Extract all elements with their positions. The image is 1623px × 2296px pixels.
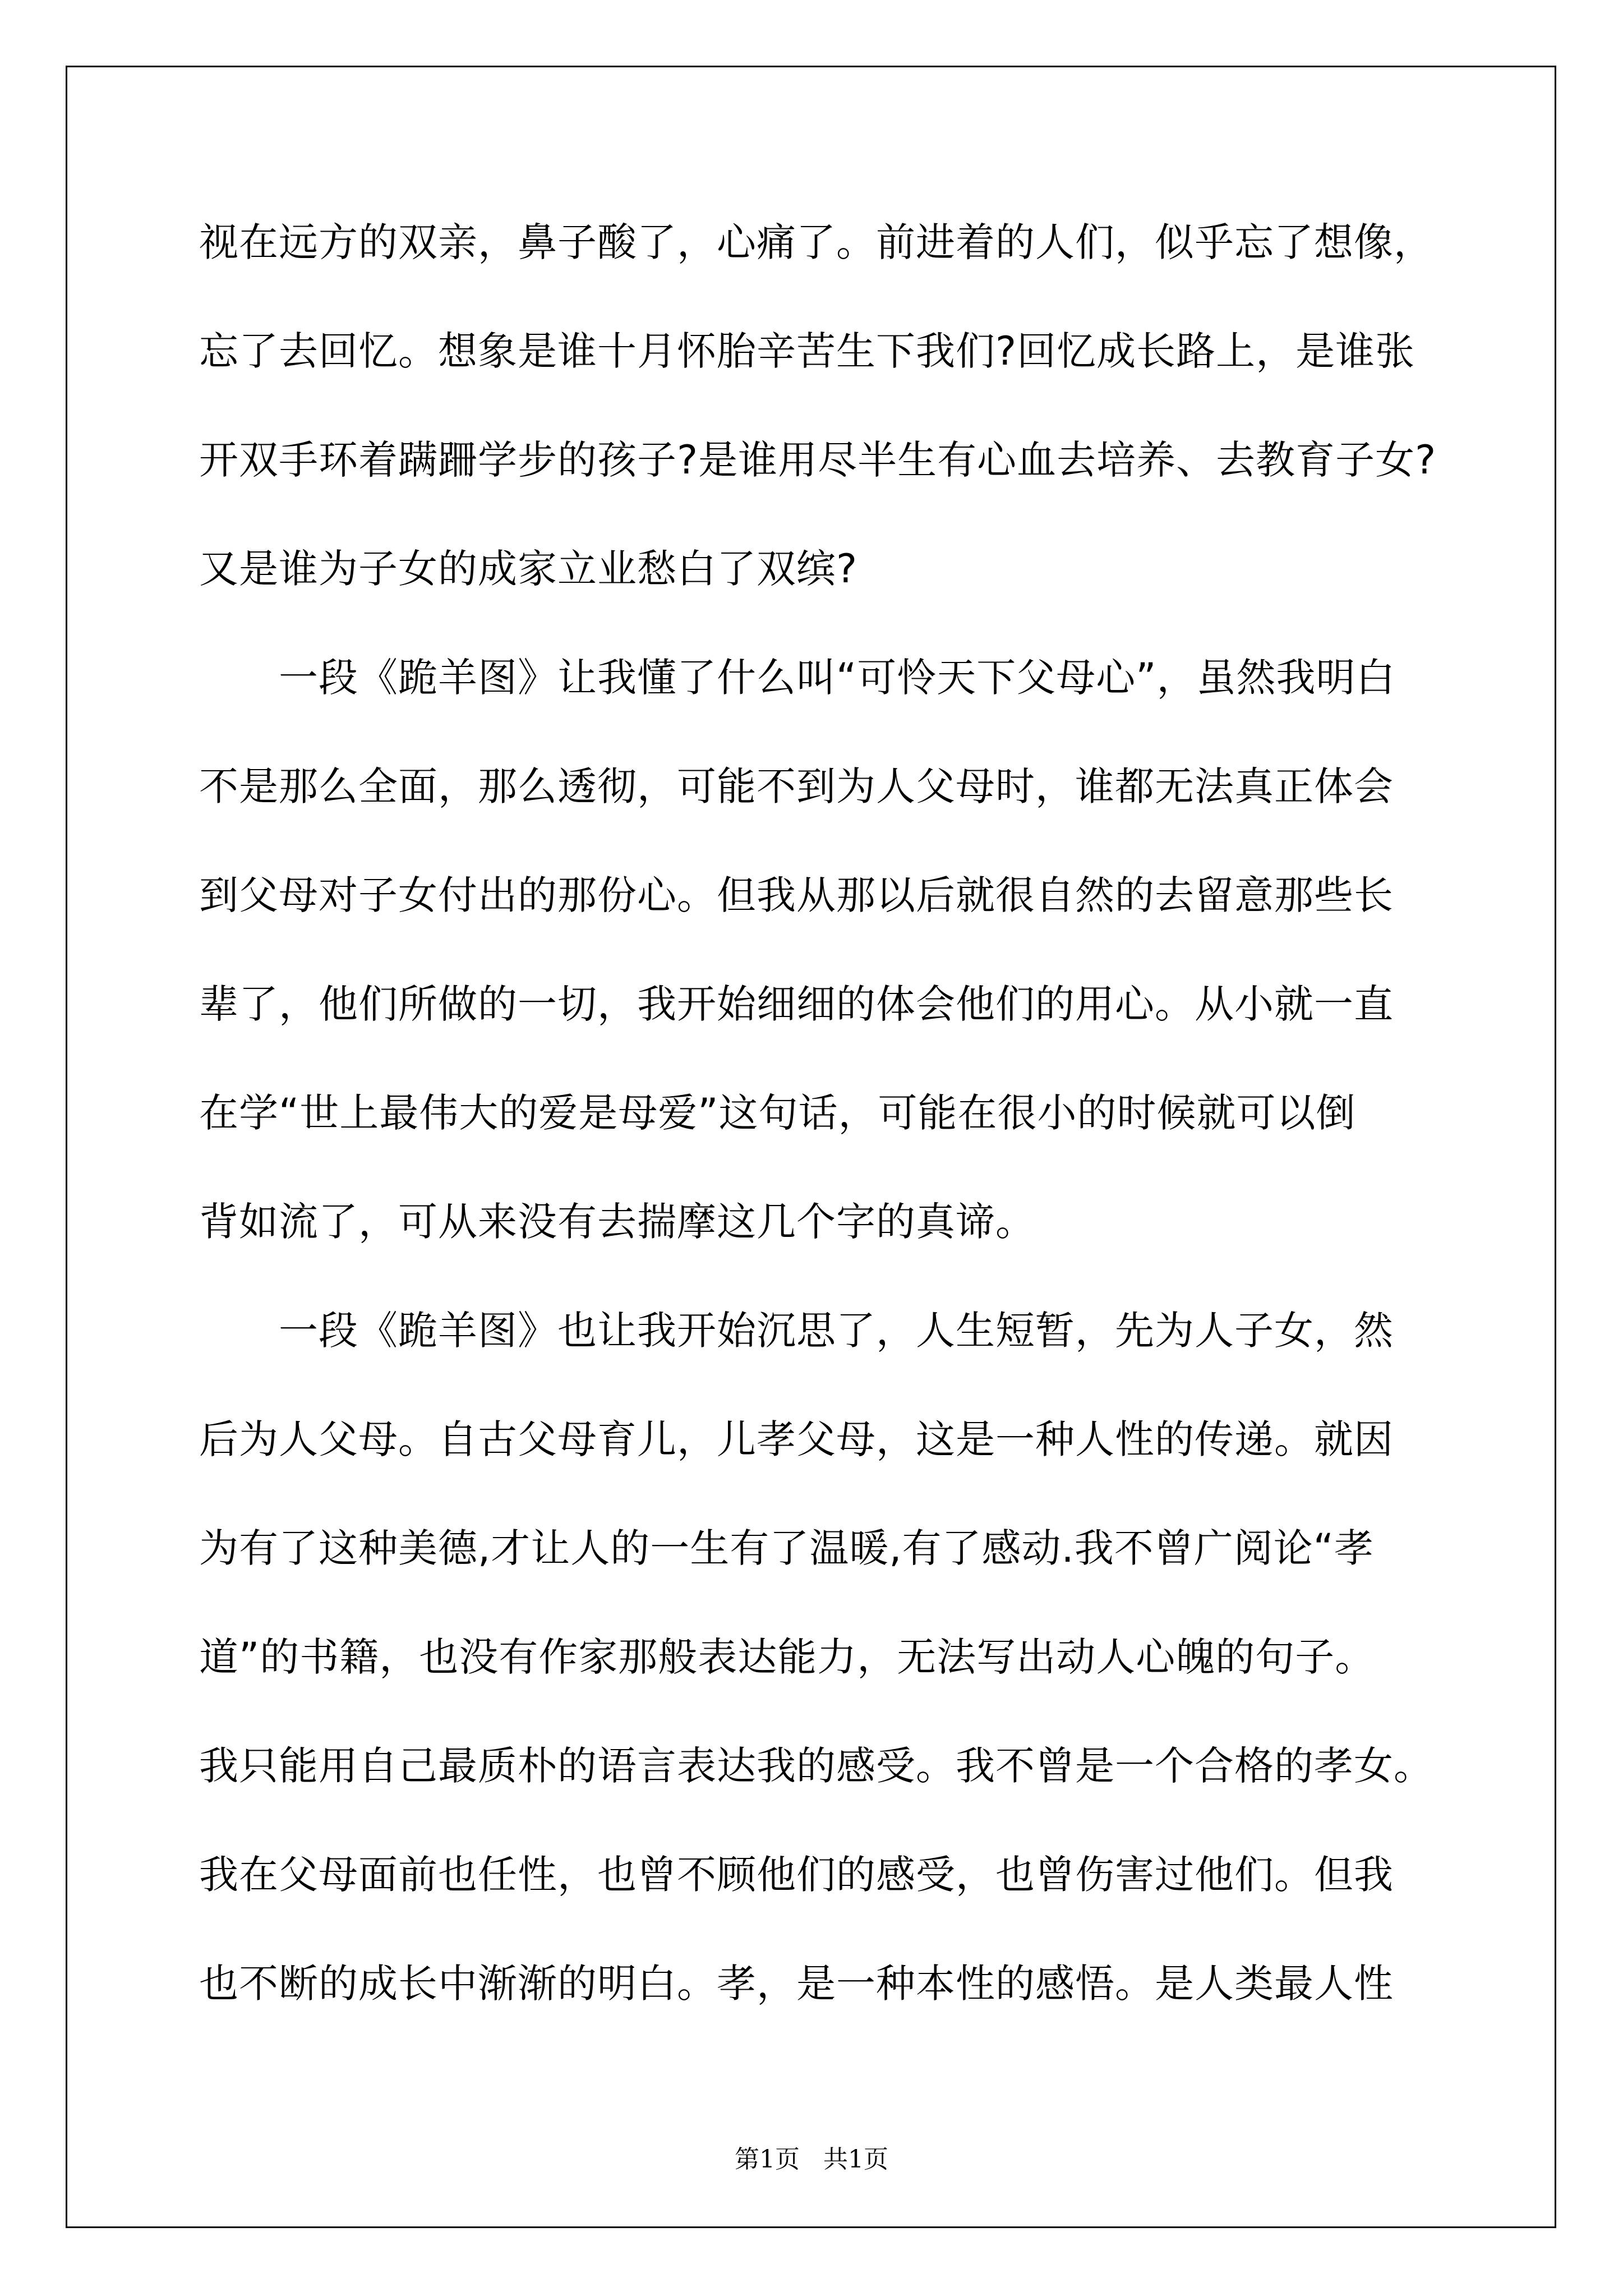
- text-line: 道”的书籍，也没有作家那般表达能力，无法写出动人心魄的句子。: [199, 1634, 1375, 1680]
- text-line: 我只能用自己最质朴的语言表达我的感受。我不曾是一个合格的孝女。: [199, 1743, 1433, 1789]
- text-line: 为有了这种美德,才让人的一生有了温暖,有了感动.我不曾广阅论“孝: [199, 1525, 1375, 1571]
- text-line: 一段《跪羊图》让我懂了什么叫“可怜天下父母心”，虽然我明白: [199, 655, 1396, 701]
- text-line: 一段《跪羊图》也让我开始沉思了，人生短暂，先为人子女，然: [199, 1308, 1394, 1354]
- text-line: 忘了去回忆。想象是谁十月怀胎辛苦生下我们?回忆成长路上，是谁张: [199, 328, 1415, 374]
- text-line: 后为人父母。自古父母育儿，儿孝父母，这是一种人性的传递。就因: [199, 1416, 1394, 1462]
- text-line: 也不断的成长中渐渐的明白。孝，是一种本性的感悟。是人类最人性: [199, 1961, 1394, 2007]
- text-line: 又是谁为子女的成家立业愁白了双缤?: [199, 546, 858, 592]
- text-line: 辈了，他们所做的一切，我开始细细的体会他们的用心。从小就一直: [199, 981, 1394, 1027]
- text-line: 视在远方的双亲，鼻子酸了，心痛了。前进着的人们，似乎忘了想像，: [199, 219, 1433, 265]
- text-line: 到父母对子女付出的那份心。但我从那以后就很自然的去留意那些长: [199, 872, 1394, 918]
- text-line: 我在父母面前也任性，也曾不顾他们的感受，也曾伤害过他们。但我: [199, 1852, 1394, 1898]
- page-number-footer: 第1页 共1页: [735, 2145, 888, 2174]
- text-line: 背如流了，可从来没有去揣摩这几个字的真谛。: [199, 1199, 1035, 1245]
- text-line: 在学“世上最伟大的爱是母爱”这句话，可能在很小的时候就可以倒: [199, 1090, 1356, 1136]
- text-line: 开双手环着蹒跚学步的孩子?是谁用尽半生有心血去培养、去教育子女?: [199, 437, 1437, 483]
- text-line: 不是那么全面，那么透彻，可能不到为人父母时，谁都无法真正体会: [199, 763, 1394, 809]
